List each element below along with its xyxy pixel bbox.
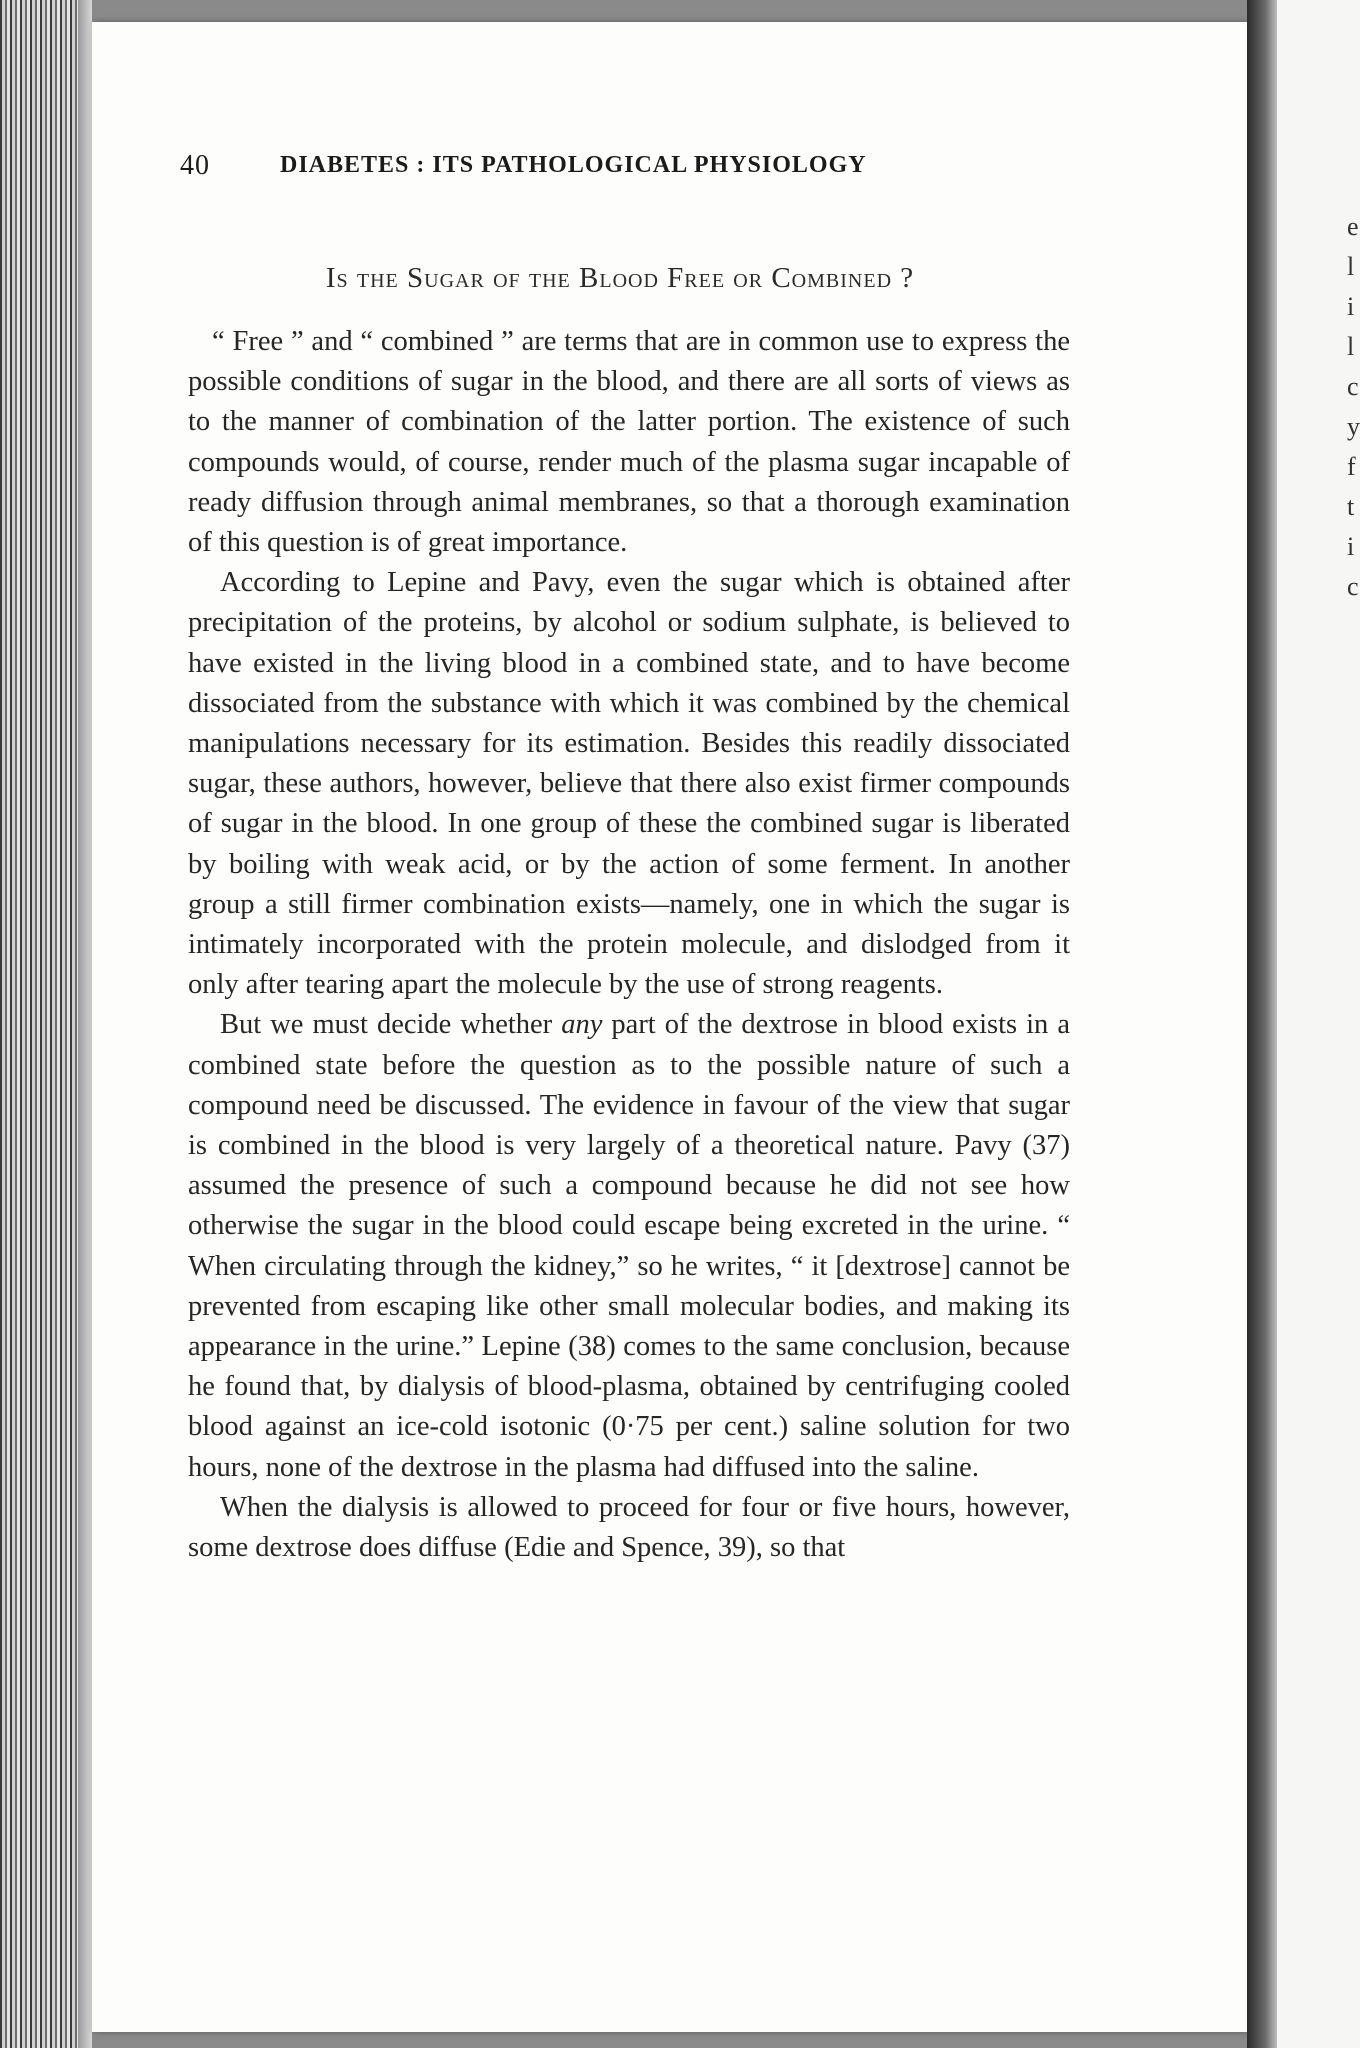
page-edge-stack [0,0,92,2048]
paragraph-1: “ Free ” and “ combined ” are terms that are in common use to express the possible conditions of sugar in the blood, and there are all sorts of views as to the manner of combination of the latter portion. The existence of such compounds would, of course, render much of the plasma sugar incapable of ready diffusion through animal membranes, so that a thorough examination of this question is of great importance. [188,326,1070,559]
paragraph-4: When the dialysis is allowed to proceed for four or five hours, however, some dextrose does diffuse (Edie and Spence, 39), so that [188,1491,1070,1564]
running-head [180,150,1220,190]
facing-page-fragment: i [1347,292,1355,321]
paragraph-3-start: But we must decide whether [220,1009,562,1041]
facing-page-fragment: f [1347,452,1356,481]
facing-page-fragment: t [1347,492,1355,521]
paragraph-2: According to Lepine and Pavy, even the sugar which is obtained after precipitation of the proteins, by alcohol or sodium sulphate, is believed to have existed in the living blood in a combined state, and to have become dissociated from the substance with which it was combined by the chemical manipulations necessary for its estimation. Besides this readily dissociated sugar, these authors, however, believe that there also exist firmer compounds of sugar in the blood. In one group of these the combined sugar is liberated by boiling with weak acid, or by the action of some ferment. In another group a still firmer combination exists—namely, one in which the sugar is intimately incorporated with the protein molecule, and dislodged from it only after tearing apart the molecule by the use of strong reagents. [188,567,1070,1001]
page-number: 40 [180,150,210,181]
running-title: DIABETES : ITS PATHOLOGICAL PHYSIOLOGY [280,152,867,178]
emphasis-any: any [561,1009,603,1041]
section-heading: Is the Sugar of the Blood Free or Combined ? [325,262,915,294]
facing-page-fragment: l [1347,252,1355,281]
paragraph-3 [188,1005,1070,1487]
facing-page-fragment: i [1347,532,1355,561]
facing-page-edge [1277,0,1360,2048]
book-gutter [1247,0,1277,2048]
facing-page-fragment: l [1347,332,1355,361]
facing-page-fragment: y [1347,412,1360,441]
facing-page-fragment: e [1347,212,1359,241]
paragraph-3-rest: part of the dextrose in blood exists in a combined state before the question as to the possible nature of such a compound need be discussed. The evidence in favour of the view that sugar is combined in the blood is very largely of a theoretical nature. Pavy (37) assumed the presence of such a compound because he did not see how otherwise the sugar in the blood could escape being excreted in the urine. “ When circulating through the kidney,” so he writes, “ it [dextrose] cannot be prevented from escaping like other small molecular bodies, and making its appearance in the urine.” Lepine (38) comes to the same conclusion, because he found that, by dialysis of blood-plasma, obtained by centrifuging cooled blood against an ice-cold isotonic (0·75 per cent.) saline solution for two hours, none of the dextrose in the plasma had diffused into the saline. [188,1009,1070,1483]
facing-page-fragment: c [1347,372,1359,401]
facing-page-fragment: c [1347,572,1359,601]
body-text [188,322,1070,1568]
